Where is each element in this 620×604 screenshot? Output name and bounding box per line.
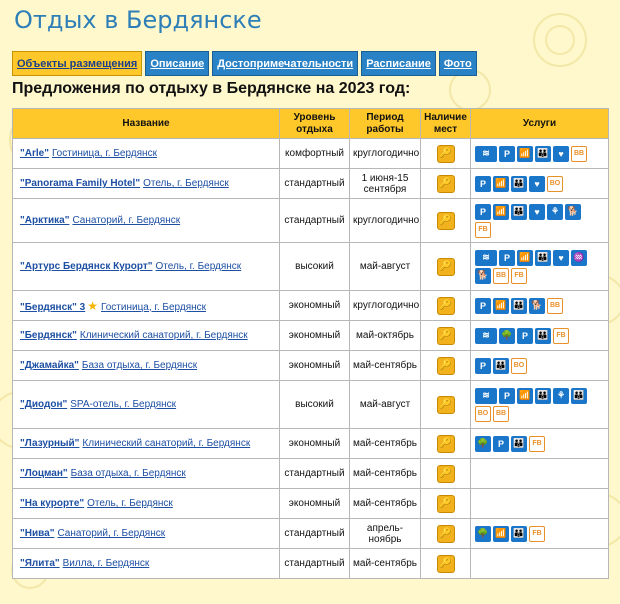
hotel-type-link[interactable]: Гостиница, г. Бердянск bbox=[51, 148, 157, 159]
cell-availability bbox=[421, 549, 471, 579]
services-icon-group bbox=[475, 204, 587, 238]
availability-key-icon[interactable]: 🔑 bbox=[437, 495, 455, 513]
cell-services bbox=[471, 429, 609, 459]
cell-availability bbox=[421, 381, 471, 429]
availability-key-icon[interactable]: 🔑 bbox=[437, 258, 455, 276]
cell-level: высокий bbox=[280, 243, 350, 291]
parking-icon: P bbox=[517, 328, 533, 344]
bo-meal-icon: BO bbox=[511, 358, 527, 374]
fb-meal-icon: FB bbox=[529, 526, 545, 542]
cell-availability bbox=[421, 243, 471, 291]
cell-services bbox=[471, 199, 609, 243]
parking-icon: P bbox=[475, 358, 491, 374]
bb-meal-icon: BB bbox=[493, 406, 509, 422]
cell-availability bbox=[421, 351, 471, 381]
services-icon-group bbox=[475, 358, 587, 374]
hotel-type-link[interactable]: База отдыха, г. Бердянск bbox=[70, 468, 186, 479]
massage-icon: ⚘ bbox=[547, 204, 563, 220]
hotel-type-link[interactable]: Отель, г. Бердянск bbox=[143, 178, 229, 189]
cell-period: май-август bbox=[350, 243, 421, 291]
offers-table bbox=[12, 108, 609, 579]
cell-name bbox=[13, 351, 280, 381]
sea-icon: ≋ bbox=[475, 250, 497, 266]
availability-key-icon[interactable]: 🔑 bbox=[437, 357, 455, 375]
kids-icon: 👪 bbox=[493, 358, 509, 374]
cell-period: круглогодично bbox=[350, 291, 421, 321]
availability-key-icon[interactable]: 🔑 bbox=[437, 555, 455, 573]
bb-meal-icon: BB bbox=[571, 146, 587, 162]
availability-key-icon[interactable]: 🔑 bbox=[437, 465, 455, 483]
cell-availability bbox=[421, 519, 471, 549]
cell-period: май-сентябрь bbox=[350, 351, 421, 381]
availability-key-icon[interactable]: 🔑 bbox=[437, 435, 455, 453]
cell-services bbox=[471, 351, 609, 381]
availability-key-icon[interactable]: 🔑 bbox=[437, 327, 455, 345]
pets-icon: 🐕 bbox=[565, 204, 581, 220]
cell-level: экономный bbox=[280, 291, 350, 321]
tree-icon: 🌳 bbox=[499, 328, 515, 344]
fb-meal-icon: FB bbox=[475, 222, 491, 238]
massage-icon: ⚘ bbox=[553, 388, 569, 404]
kids-icon: 👪 bbox=[535, 250, 551, 266]
cell-level: высокий bbox=[280, 381, 350, 429]
bo-meal-icon: BO bbox=[475, 406, 491, 422]
cell-availability bbox=[421, 429, 471, 459]
cell-services bbox=[471, 519, 609, 549]
kids-icon: 👪 bbox=[511, 176, 527, 192]
kids-icon: 👪 bbox=[571, 388, 587, 404]
cell-services bbox=[471, 169, 609, 199]
cell-services bbox=[471, 321, 609, 351]
cell-name bbox=[13, 381, 280, 429]
hotel-name-link[interactable]: "Нива" bbox=[20, 528, 55, 539]
cell-level: стандартный bbox=[280, 199, 350, 243]
cell-name bbox=[13, 549, 280, 579]
tab-schedule[interactable]: Расписание bbox=[361, 51, 436, 76]
cell-level: экономный bbox=[280, 321, 350, 351]
hotel-type-link[interactable]: SPA-отель, г. Бердянск bbox=[70, 399, 177, 410]
parking-icon: P bbox=[499, 250, 515, 266]
table-row bbox=[13, 459, 609, 489]
cell-period: круглогодично bbox=[350, 199, 421, 243]
hotel-type-link[interactable]: Вилла, г. Бердянск bbox=[62, 558, 150, 569]
cell-level: экономный bbox=[280, 351, 350, 381]
hotel-name-link[interactable]: "Arle" bbox=[20, 148, 49, 159]
kids-icon: 👪 bbox=[535, 328, 551, 344]
hotel-name-link[interactable]: "Лоцман" bbox=[20, 468, 68, 479]
heart-icon: ♥ bbox=[553, 146, 569, 162]
hotel-name-link[interactable]: "Джамайка" bbox=[20, 360, 79, 371]
services-icon-group bbox=[475, 176, 587, 192]
hotel-name-link[interactable]: "Ялита" bbox=[20, 558, 60, 569]
cell-availability bbox=[421, 459, 471, 489]
page-title: Отдых в Бердянске bbox=[14, 6, 262, 34]
cell-availability bbox=[421, 489, 471, 519]
wifi-icon: 📶 bbox=[517, 388, 533, 404]
availability-key-icon[interactable]: 🔑 bbox=[437, 297, 455, 315]
header-level: Уровень отдыха bbox=[280, 109, 350, 139]
bb-meal-icon: BB bbox=[547, 298, 563, 314]
tab-bar bbox=[12, 51, 477, 76]
cell-period: май-сентябрь bbox=[350, 429, 421, 459]
cell-period: май-август bbox=[350, 381, 421, 429]
cell-services bbox=[471, 489, 609, 519]
table-row bbox=[13, 381, 609, 429]
availability-key-icon[interactable]: 🔑 bbox=[437, 525, 455, 543]
wifi-icon: 📶 bbox=[517, 146, 533, 162]
cell-period: апрель-ноябрь bbox=[350, 519, 421, 549]
table-row bbox=[13, 519, 609, 549]
hotel-type-link[interactable]: Санаторий, г. Бердянск bbox=[57, 528, 166, 539]
cell-name bbox=[13, 429, 280, 459]
cell-level: стандартный bbox=[280, 549, 350, 579]
tab-accommodation[interactable]: Объекты размещения bbox=[12, 51, 142, 76]
sea-icon: ≋ bbox=[475, 328, 497, 344]
heart-icon: ♥ bbox=[529, 176, 545, 192]
bb-meal-icon: BB bbox=[493, 268, 509, 284]
cell-availability bbox=[421, 169, 471, 199]
wifi-icon: 📶 bbox=[493, 526, 509, 542]
cell-name bbox=[13, 243, 280, 291]
cell-level: экономный bbox=[280, 489, 350, 519]
cell-name bbox=[13, 519, 280, 549]
hotel-name-link[interactable]: "Бердянск" bbox=[20, 330, 77, 341]
cell-period: май-сентябрь bbox=[350, 549, 421, 579]
table-body bbox=[13, 139, 609, 579]
sea-icon: ≋ bbox=[475, 388, 497, 404]
tab-description[interactable]: Описание bbox=[145, 51, 209, 76]
cell-name bbox=[13, 321, 280, 351]
star-icon: ★ bbox=[87, 298, 98, 313]
kids-icon: 👪 bbox=[511, 526, 527, 542]
cell-services bbox=[471, 139, 609, 169]
parking-icon: P bbox=[499, 388, 515, 404]
cell-name bbox=[13, 199, 280, 243]
wifi-icon: 📶 bbox=[493, 176, 509, 192]
hotel-type-link[interactable]: Гостиница, г. Бердянск bbox=[101, 301, 207, 313]
kids-icon: 👪 bbox=[511, 204, 527, 220]
cell-period: круглогодично bbox=[350, 139, 421, 169]
cell-period: май-октябрь bbox=[350, 321, 421, 351]
hotel-type-link[interactable]: Санаторий, г. Бердянск bbox=[72, 215, 181, 226]
availability-key-icon[interactable]: 🔑 bbox=[437, 396, 455, 414]
services-icon-group bbox=[475, 250, 587, 284]
hotel-name-link[interactable]: "Диодон" bbox=[20, 399, 68, 410]
section-subtitle: Предложения по отдыху в Бердянске на 2023 год: bbox=[12, 80, 411, 97]
table-row bbox=[13, 169, 609, 199]
services-icon-group bbox=[475, 436, 587, 452]
cell-name bbox=[13, 459, 280, 489]
table-row bbox=[13, 243, 609, 291]
cell-availability bbox=[421, 199, 471, 243]
cell-availability bbox=[421, 321, 471, 351]
cell-availability bbox=[421, 291, 471, 321]
parking-icon: P bbox=[493, 436, 509, 452]
services-icon-group bbox=[475, 526, 587, 542]
bo-meal-icon: BO bbox=[547, 176, 563, 192]
wifi-icon: 📶 bbox=[493, 298, 509, 314]
cell-name bbox=[13, 291, 280, 321]
cell-services bbox=[471, 549, 609, 579]
cell-name bbox=[13, 489, 280, 519]
cell-period: 1 июня-15 сентября bbox=[350, 169, 421, 199]
services-icon-group bbox=[475, 328, 587, 344]
parking-icon: P bbox=[475, 204, 491, 220]
table-header-row bbox=[13, 109, 609, 139]
services-icon-group bbox=[475, 388, 587, 422]
availability-key-icon[interactable]: 🔑 bbox=[437, 175, 455, 193]
hotel-name-link[interactable]: "Бердянск" 3 bbox=[20, 301, 86, 313]
cell-level: стандартный bbox=[280, 519, 350, 549]
hotel-name-link[interactable]: "Арктика" bbox=[20, 215, 70, 226]
cell-services bbox=[471, 459, 609, 489]
services-icon-group bbox=[475, 146, 587, 162]
fb-meal-icon: FB bbox=[529, 436, 545, 452]
availability-key-icon[interactable]: 🔑 bbox=[437, 212, 455, 230]
pets-icon: 🐕 bbox=[529, 298, 545, 314]
hotel-name-link[interactable]: "Panorama Family Hotel" bbox=[20, 178, 141, 189]
tab-photo[interactable]: Фото bbox=[439, 51, 477, 76]
cell-services bbox=[471, 381, 609, 429]
cell-level: экономный bbox=[280, 429, 350, 459]
kids-icon: 👪 bbox=[511, 298, 527, 314]
pool-icon: ♒ bbox=[571, 250, 587, 266]
hotel-type-link[interactable]: Отель, г. Бердянск bbox=[87, 498, 173, 509]
header-period: Период работы bbox=[350, 109, 421, 139]
wifi-icon: 📶 bbox=[517, 250, 533, 266]
cell-level: комфортный bbox=[280, 139, 350, 169]
cell-level: стандартный bbox=[280, 169, 350, 199]
cell-period: май-сентябрь bbox=[350, 489, 421, 519]
hotel-type-link[interactable]: Клинический санаторий, г. Бердянск bbox=[79, 330, 248, 341]
hotel-type-link[interactable]: База отдыха, г. Бердянск bbox=[81, 360, 198, 371]
kids-icon: 👪 bbox=[535, 388, 551, 404]
table-row bbox=[13, 489, 609, 519]
table-row bbox=[13, 199, 609, 243]
table-row bbox=[13, 139, 609, 169]
table-row bbox=[13, 291, 609, 321]
hotel-name-link[interactable]: "На курорте" bbox=[20, 498, 85, 509]
heart-icon: ♥ bbox=[553, 250, 569, 266]
header-name: Название bbox=[13, 109, 280, 139]
table-row bbox=[13, 351, 609, 381]
cell-services bbox=[471, 243, 609, 291]
tree-icon: 🌳 bbox=[475, 526, 491, 542]
sea-icon: ≋ bbox=[475, 146, 497, 162]
tab-attractions[interactable]: Достопримечательности bbox=[212, 51, 358, 76]
hotel-type-link[interactable]: Отель, г. Бердянск bbox=[155, 261, 242, 272]
kids-icon: 👪 bbox=[535, 146, 551, 162]
header-services: Услуги bbox=[471, 109, 609, 139]
cell-name bbox=[13, 169, 280, 199]
services-icon-group bbox=[475, 298, 587, 314]
hotel-name-link[interactable]: "Лазурный" bbox=[20, 438, 80, 449]
fb-meal-icon: FB bbox=[553, 328, 569, 344]
kids-icon: 👪 bbox=[511, 436, 527, 452]
fb-meal-icon: FB bbox=[511, 268, 527, 284]
availability-key-icon[interactable]: 🔑 bbox=[437, 145, 455, 163]
table-row bbox=[13, 549, 609, 579]
cell-availability bbox=[421, 139, 471, 169]
header-availability: Наличие мест bbox=[421, 109, 471, 139]
hotel-name-link[interactable]: "Артурс Бердянск Курорт" bbox=[20, 261, 153, 272]
hotel-type-link[interactable]: Клинический санаторий, г. Бердянск bbox=[82, 438, 251, 449]
pets-icon: 🐕 bbox=[475, 268, 491, 284]
tree-icon: 🌳 bbox=[475, 436, 491, 452]
cell-name bbox=[13, 139, 280, 169]
parking-icon: P bbox=[475, 298, 491, 314]
parking-icon: P bbox=[475, 176, 491, 192]
wifi-icon: 📶 bbox=[493, 204, 509, 220]
parking-icon: P bbox=[499, 146, 515, 162]
cell-period: май-сентябрь bbox=[350, 459, 421, 489]
table-row bbox=[13, 429, 609, 459]
table-row bbox=[13, 321, 609, 351]
heart-icon: ♥ bbox=[529, 204, 545, 220]
cell-level: стандартный bbox=[280, 459, 350, 489]
cell-services bbox=[471, 291, 609, 321]
